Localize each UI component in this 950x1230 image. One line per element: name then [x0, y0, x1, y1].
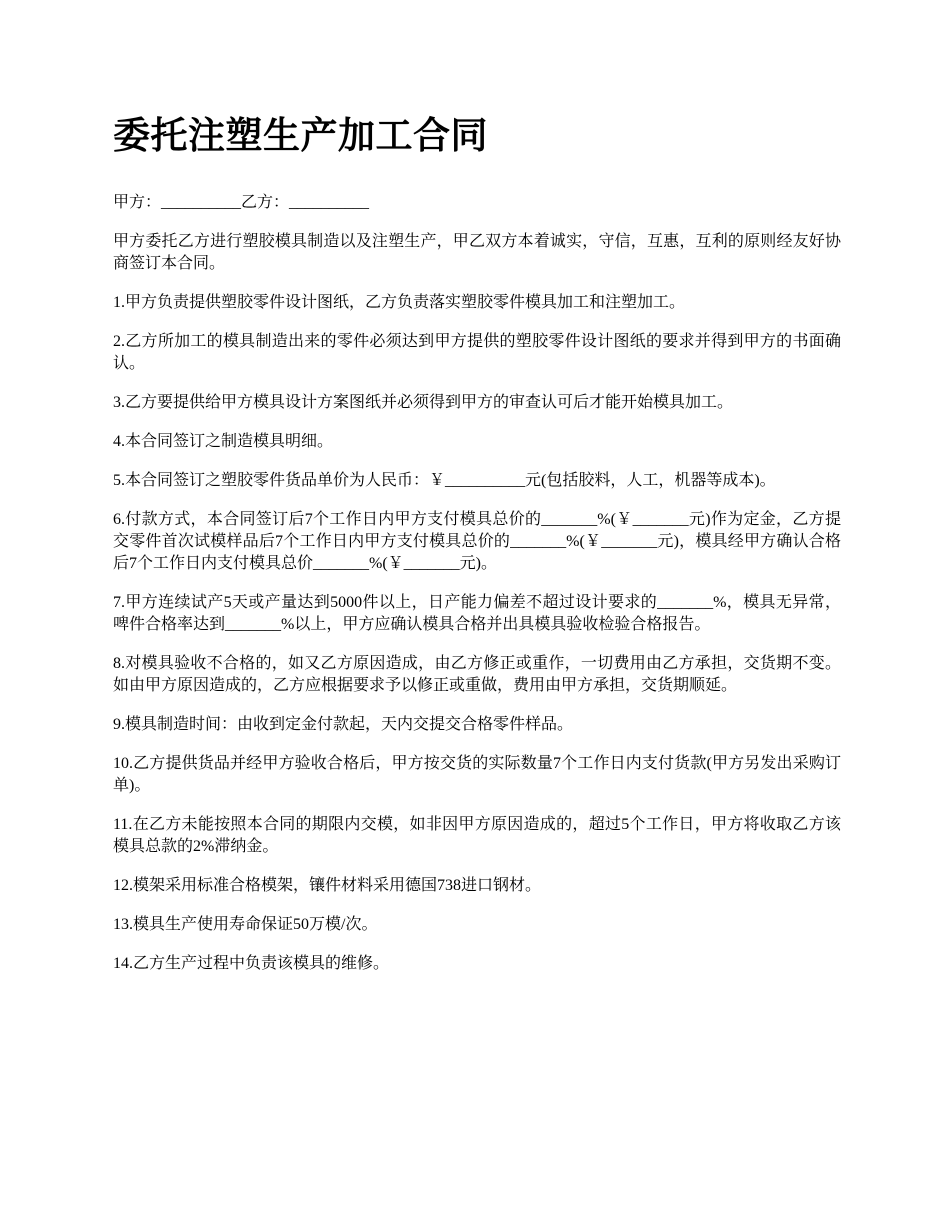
document-page [113, 112, 841, 992]
clause-1: 1.甲方负责提供塑胶零件设计图纸，乙方负责落实塑胶零件模具加工和注塑加工。 [113, 294, 686, 311]
clause-8: 8.对模具验收不合格的，如又乙方原因造成，由乙方修正或重作，一切费用由乙方承担，交货期不变。如由甲方原因造成的，乙方应根据要求予以修正或重做，费用由甲方承担，交货期顺延。 [113, 655, 841, 694]
document-title: 委托注塑生产加工合同 [113, 116, 488, 157]
preamble: 甲方委托乙方进行塑胶模具制造以及注塑生产，甲乙双方本着诚实，守信，互惠，互利的原则经友好协商签订本合同。 [113, 233, 841, 272]
clause-5: 5.本合同签订之塑胶零件货品单价为人民币：￥__________元(包括胶料，人工，机器等成本)。 [113, 472, 776, 489]
clause-3: 3.乙方要提供给甲方模具设计方案图纸并必须得到甲方的审查认可后才能开始模具加工。 [113, 394, 734, 411]
parties-line: 甲方：__________乙方：__________ [113, 194, 370, 211]
clause-9: 9.模具制造时间：由收到定金付款起，天内交提交合格零件样品。 [113, 716, 574, 733]
clause-10: 10.乙方提供货品并经甲方验收合格后，甲方按交货的实际数量7个工作日内支付货款(甲方另发出采购订单)。 [113, 755, 841, 794]
clause-7: 7.甲方连续试产5天或产量达到5000件以上，日产能力偏差不超过设计要求的_______%，模具无异常，啤件合格率达到_______%以上，甲方应确认模具合格并出具模具验收检验合格报告。 [113, 594, 841, 633]
clause-2: 2.乙方所加工的模具制造出来的零件必须达到甲方提供的塑胶零件设计图纸的要求并得到甲方的书面确认。 [113, 333, 841, 372]
clause-12: 12.模架采用标准合格模架，镶件材料采用德国738进口钢材。 [113, 877, 542, 894]
clause-13: 13.模具生产使用寿命保证50万模/次。 [113, 916, 378, 933]
clause-14: 14.乙方生产过程中负责该模具的维修。 [113, 955, 390, 972]
clause-11: 11.在乙方未能按照本合同的期限内交模，如非因甲方原因造成的，超过5个工作日，甲方将收取乙方该模具总款的2%滞纳金。 [113, 816, 841, 855]
clause-6: 6.付款方式，本合同签订后7个工作日内甲方支付模具总价的_______%(￥_______元)作为定金，乙方提交零件首次试模样品后7个工作日内甲方支付模具总价的_______%(￥_______元)，模具经甲方确认合格后7个工作日内支付模具总价_______%(￥_______元)。 [113, 511, 841, 572]
clause-4: 4.本合同签订之制造模具明细。 [113, 433, 334, 450]
